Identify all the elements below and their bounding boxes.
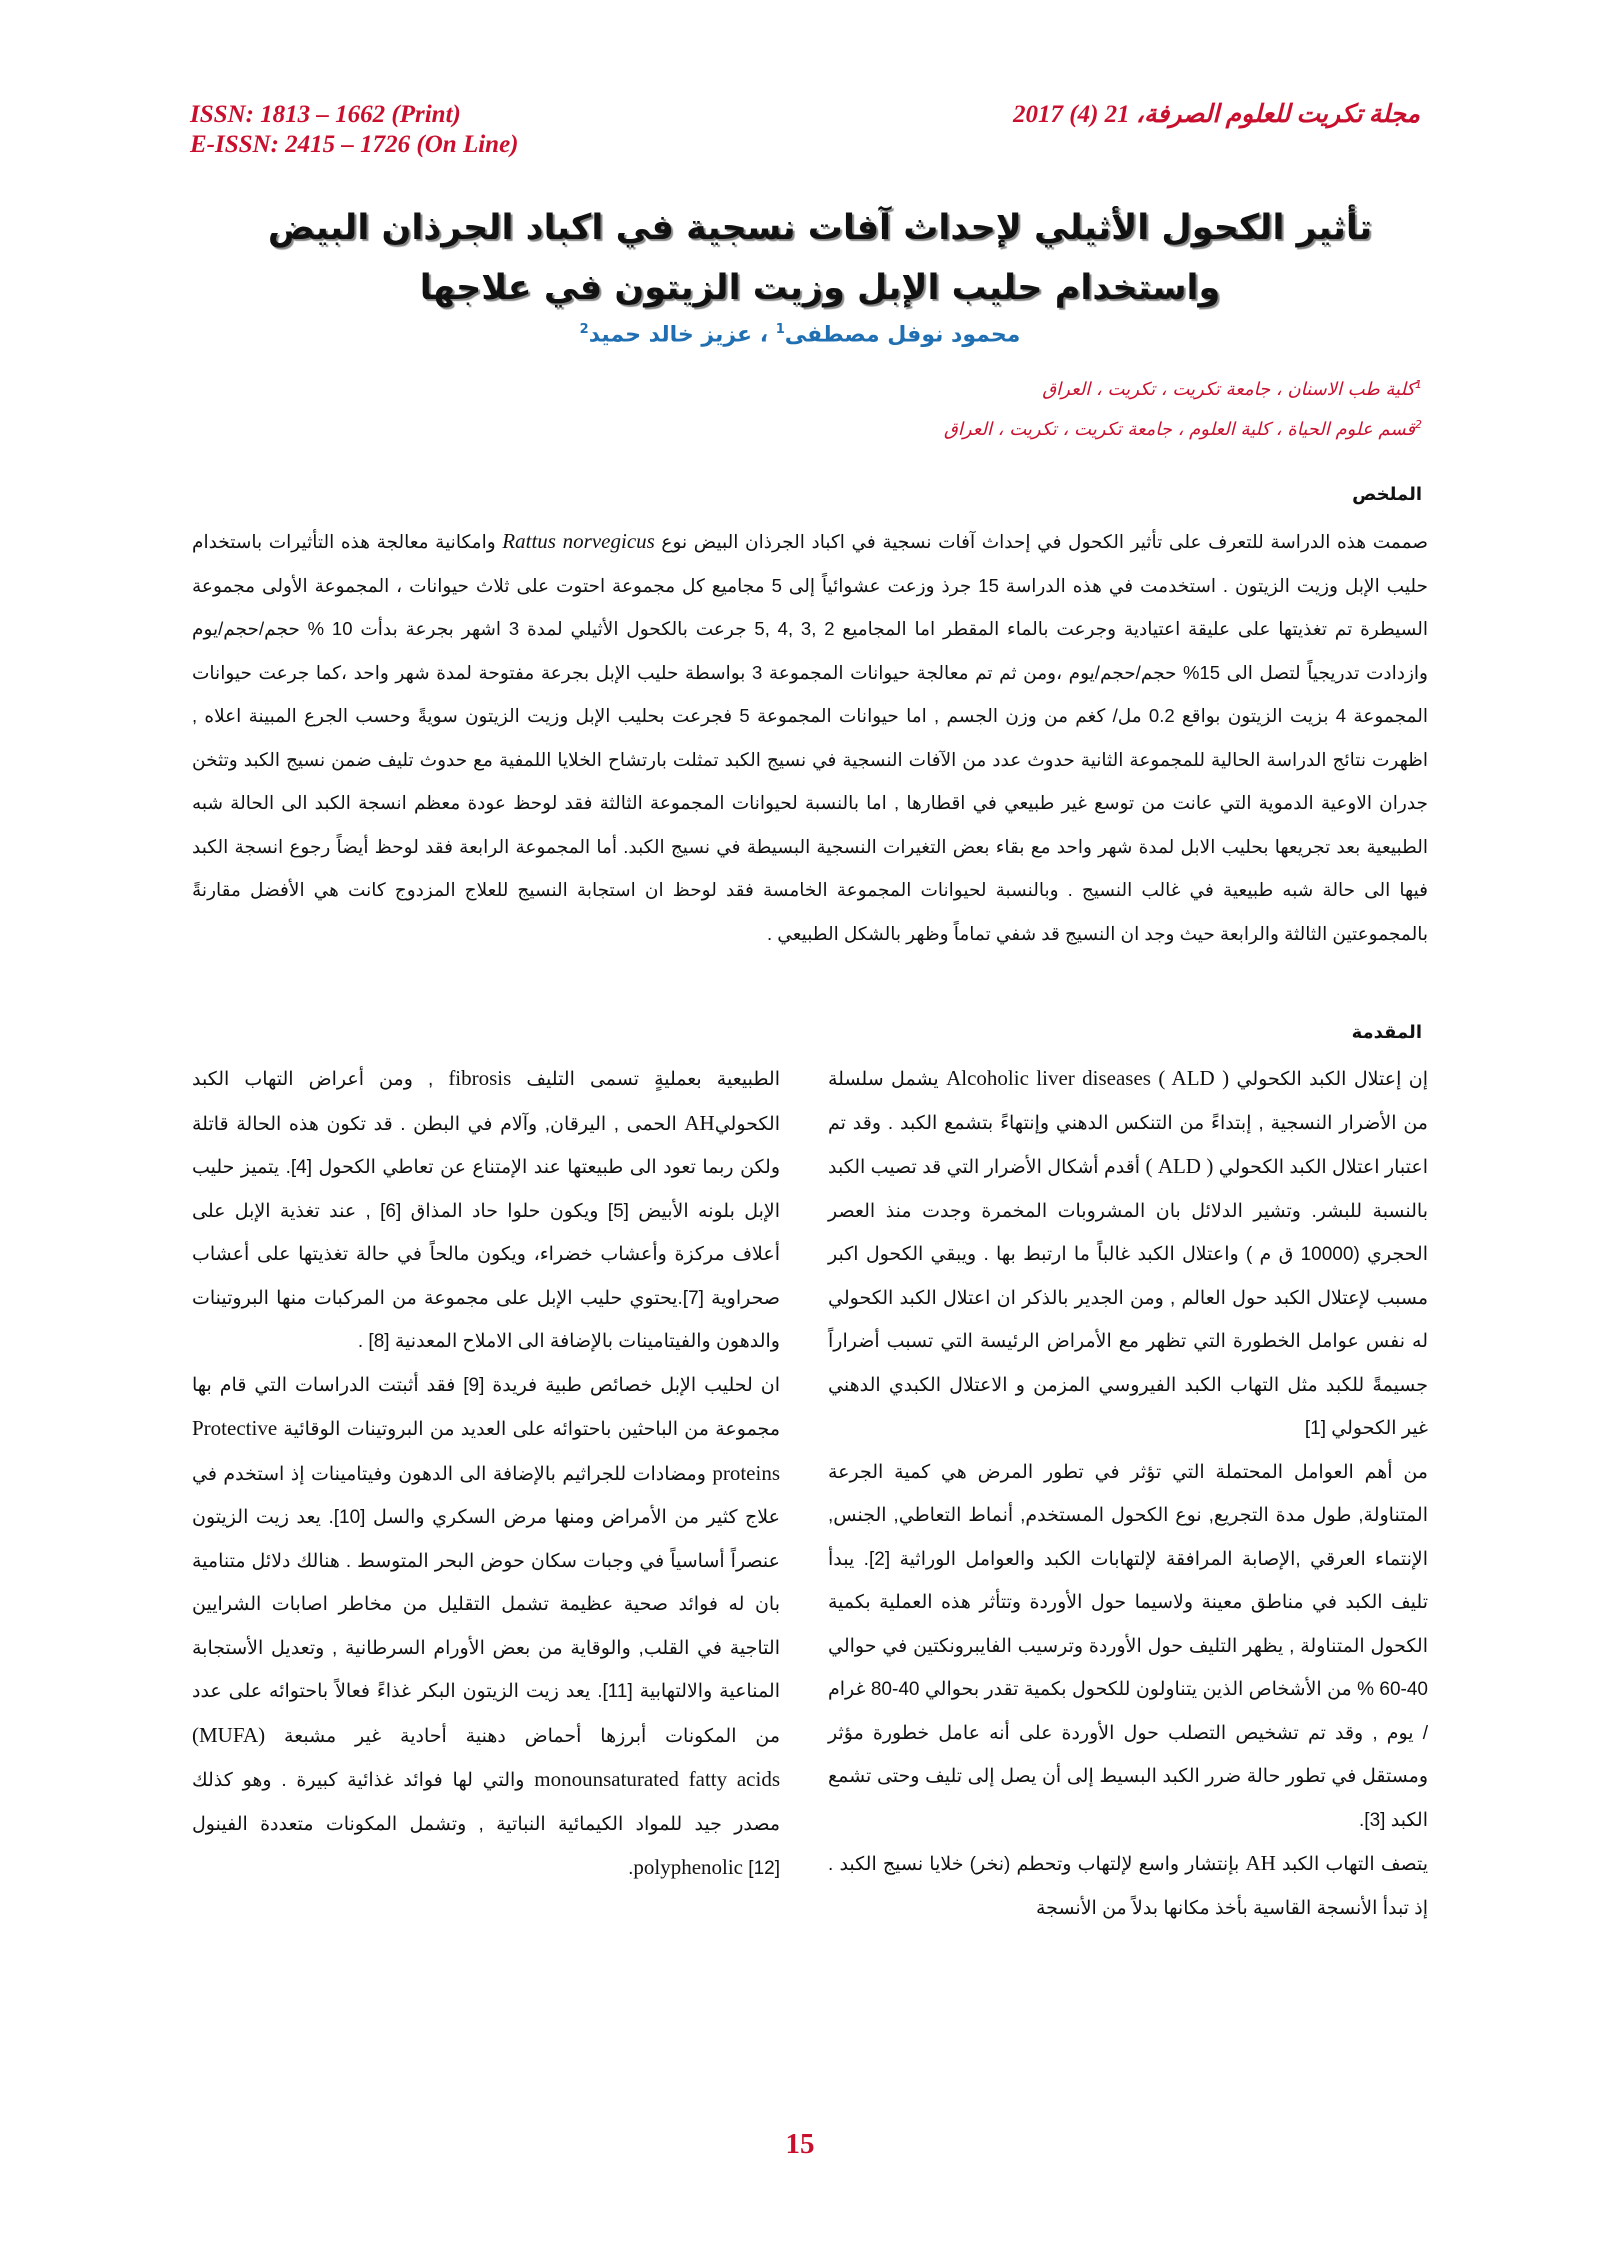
latin-term: ( ALD )	[1145, 1154, 1214, 1178]
issn-print: ISSN: 1813 – 1662 (Print)	[190, 101, 461, 128]
text-run: والتي لها فوائد غذائية كبيرة . وهو كذلك مصدر جيد للمواد الكيمائية النباتية , وتشمل المكونات متعددة الفينول	[192, 1770, 780, 1835]
text-run: يتصف التهاب الكبد	[1275, 1854, 1428, 1875]
text-run: ان لحليب الإبل خصائص طبية فريدة [9] فقد أثبتت الدراسات التي قام بها مجموعة من الباحثين باحتوائه على العديد من البروتينات الوقائية	[192, 1374, 780, 1440]
introduction-right-column	[828, 1057, 1428, 1930]
text-run: [12].	[628, 1858, 780, 1879]
author-2: عزيز خالد حميد	[588, 322, 753, 348]
latin-term: fibrosis	[448, 1066, 512, 1090]
text-run: إن إعتلال الكبد الكحولي	[1229, 1069, 1428, 1090]
latin-term: AH	[684, 1110, 715, 1135]
text-run: الطبيعية بعمليةٍ تسمى التليف	[511, 1069, 781, 1090]
issn-block	[190, 100, 519, 160]
latin-term: polyphenolic	[633, 1855, 744, 1879]
paper-title: تأثير الكحول الأثيلي لإحداث آفات نسجية في اكباد الجرذان البيض واستخدام حليب الإبل وزيت الزيتون في علاجها	[267, 208, 1373, 308]
author-1-affiliation-marker: 1	[775, 322, 785, 337]
journal-citation: مجلة تكريت للعلوم الصرفة، 21 (4) 2017	[1012, 101, 1420, 128]
species-name: Rattus norvegicus	[502, 529, 655, 553]
latin-term: Protective proteins	[192, 1416, 780, 1485]
text-run: يشمل سلسلة من الأضرار النسجية , إبتداءً من التنكس الدهني وإنتهاءً بتشمع الكبد . وقد تم اعتبار اعتلال الكبد الكحولي	[828, 1069, 1428, 1178]
intro-paragraph-3	[828, 1842, 1428, 1930]
latin-term: AH	[1245, 1851, 1276, 1875]
intro-paragraph-1	[828, 1057, 1428, 1451]
text-run: , ومن أعراض التهاب الكبد الكحولي	[192, 1069, 780, 1135]
latin-term: (MUFA) monounsaturated fatty acids	[192, 1722, 781, 1791]
affiliation-text: قسم علوم الحياة ، كلية العلوم ، جامعة تكريت ، تكريت ، العراق	[943, 419, 1415, 440]
intro-paragraph-4	[192, 1057, 780, 1364]
text-run: ومضادات للجراثيم بالإضافة الى الدهون وفيتامينات إذ استخدم في علاج كثير من الأمراض ومنها مرض السكري والسل [10]. يعد زيت الزيتون عنصراً أساسياً في وجبات سكان حوض البحر المتوسط . هنالك دلائل متنامية بان له فوائد صحية عظيمة تشمل التقليل من مخاطر اصابات الشرايين التاجية في القلب, والوقاية من بعض الأورام السرطانية , وتعديل الأستجابة المناعية والالتهابية [11]. يعد زيت الزيتون البكر غذاءً فعالاً باحتوائه على عدد من المكونات أبرزها أحماض دهنية أحادية غير مشبعة	[192, 1463, 780, 1747]
affiliation-1	[1042, 378, 1422, 400]
latin-term: Alcoholic liver diseases ( ALD )	[946, 1066, 1230, 1090]
affiliation-marker: 1	[1415, 378, 1422, 391]
issn-online: E-ISSN: 2415 – 1726 (On Line)	[190, 131, 519, 158]
author-2-affiliation-marker: 2	[579, 322, 589, 337]
abstract-body	[192, 520, 1428, 955]
text-run: أقدم أشكال الأضرار التي قد تصيب الكبد بالنسبة للبشر. وتشير الدلائل بان المشروبات المخمرة وجدت منذ العصر الحجري (10000 ق م ) واعتلال الكبد غالباً ما ارتبط بها . ويبقي الكحول اكبر مسبب لإعتلال الكبد حول العالم , ومن الجدير بالذكر ان اعتلال الكبد الكحولي له نفس عوامل الخطورة التي تظهر مع الأمراض الرئيسة التي تسبب أضراراً جسيمةً للكبد مثل التهاب الكبد الفيروسي المزمن و الاعتلال الكبدي الدهني غير الكحولي [1]	[828, 1157, 1428, 1439]
text-run: بإنتشار واسع لإلتهاب وتحطم (نخر) خلايا نسيج الكبد . إذ تبدأ الأنسجة القاسية بأخذ مكانها بدلاً من الأنسجة	[828, 1854, 1428, 1919]
affiliation-marker: 2	[1415, 418, 1422, 431]
page-number: 15	[785, 2128, 815, 2160]
author-1: محمود نوفل مصطفى	[784, 322, 1021, 348]
text-run: الحمى , اليرقان, وآلام في البطن . قد تكون هذه الحالة قاتلة ولكن ربما تعود الى طبيعتها عند الإمتناع عن تعاطي الكحول [4]. يتميز حليب الإبل بلونه الأبيض [5] ويكون حلوا حاد المذاق [6] , عند تغذية الإبل على أعلاف مركزة وأعشاب خضراء، ويكون مالحاً في حالة تغذيتها على أعشاب صحراوية [7].يحتوي حليب الإبل على مجموعة من المركبات منها البروتينات والدهون والفيتامينات بالإضافة الى الاملاح المعدنية [8] .	[192, 1113, 780, 1352]
abstract-text-2: وامكانية معالجة هذه التأثيرات باستخدام حليب الإبل وزيت الزيتون . استخدمت في هذه الدراسة 15 جرذ وزعت عشوائياً إلى 5 مجاميع كل مجموعة احتوت على ثلاث حيوانات ، المجموعة الأولى مجموعة السيطرة تم تغذيتها على عليقة اعتيادية وجرعت بالماء المقطر اما المجاميع 2 ,3 ,4 ,5 جرعت بالكحول الأثيلي لمدة 3 اشهر بجرعة بدأت 10 % حجم/حجم/يوم وازدادت تدريجياً لتصل الى 15% حجم/حجم/يوم ،ومن ثم تم معالجة حيوانات المجموعة 3 بواسطة حليب الإبل بجرعة مفتوحة لمدة شهر واحد ،كما جرعت حيوانات المجموعة 4 بزيت الزيتون بواقع 0.2 مل/ كغم من وزن الجسم , اما حيوانات المجموعة 5 فجرعت بحليب الإبل وزيت الزيتون سويةً وحسب الجرع المبينة اعلاه , اظهرت نتائج الدراسة الحالية للمجموعة الثانية حدوث عدد من الآفات النسجية في نسيج الكبد تمثلت بارتشاح الخلايا اللمفية مع حدوث تليف ضمن نسيج الكبد وتثخن جدران الاوعية الدموية التي عانت من توسع غير طبيعي في اقطارها , اما بالنسبة لحيوانات المجموعة الثالثة فقد لوحظ عودة معظم انسجة الكبد الى الحالة شبه الطبيعية بعد تجريعها بحليب الابل لمدة شهر واحد مع بقاء بعض التغيرات النسجية البسيطة في نسيج الكبد. أما المجموعة الرابعة فقد لوحظ أيضاً رجوع انسجة الكبد فيها الى حالة شبه طبيعية في غالب النسيج . وبالنسبة لحيوانات المجموعة الخامسة فقد لوحظ ان استجابة النسيج للعلاج المزدوج كانت هي الأفضل مقارنةً بالمجموعتين الثالثة والرابعة حيث وجد ان النسيج قد شفي تماماً وظهر بالشكل الطبيعي .	[192, 531, 1429, 944]
abstract-heading: الملخص	[1352, 484, 1422, 505]
affiliation-text: كلية طب الاسنان ، جامعة تكريت ، تكريت ، العراق	[1042, 379, 1415, 400]
introduction-left-column	[192, 1057, 780, 1891]
intro-paragraph-5	[192, 1364, 780, 1891]
affiliation-2	[944, 418, 1422, 440]
intro-paragraph-2: من أهم العوامل المحتملة التي تؤثر في تطور المرض هي كمية الجرعة المتناولة, طول مدة التجريع, نوع الكحول المستخدم, أنماط التعاطي, الجنس, الإنتماء العرقي ,الإصابة المرافقة لإلتهابات الكبد والعوامل الوراثية [2]. يبدأ تليف الكبد في مناطق معينة ولاسيما حول الأوردة وتتأثر هذه العملية بكمية الكحول المتناولة , يظهر التليف حول الأوردة وترسيب الفايبرونكتين في حوالي 40-60 % من الأشخاص الذين يتناولون للكحول بكمية تقدر بحوالي 40-80 غرام / يوم , وقد تم تشخيص التصلب حول الأوردة على أنه عامل خطورة مؤثر ومستقل في تطور حالة ضرر الكبد البسيط إلى أن يصل إلى تليف وحتى تشمع الكبد [3].	[828, 1461, 1428, 1831]
author-separator: ،	[752, 322, 776, 348]
introduction-heading: المقدمة	[1351, 1022, 1422, 1043]
abstract-text-1: صممت هذه الدراسة للتعرف على تأثير الكحول في إحداث آفات نسجية في اكباد الجرذان البيض نوع	[654, 531, 1429, 552]
author-line	[400, 322, 1200, 347]
